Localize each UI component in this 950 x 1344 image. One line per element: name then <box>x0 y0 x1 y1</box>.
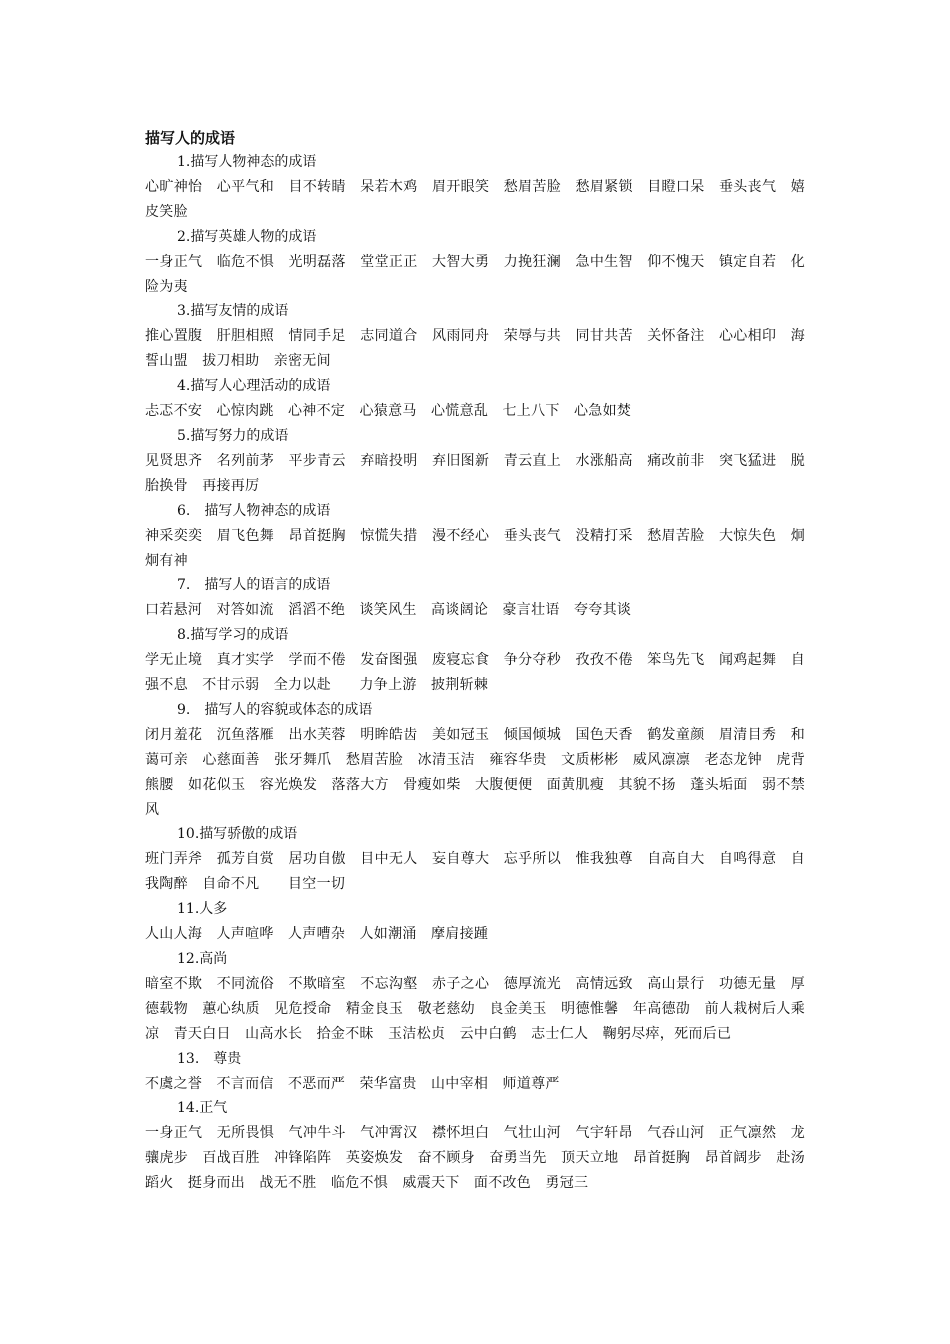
section-heading: 3.描写友情的成语 <box>177 303 289 320</box>
idiom-list: 一身正气 临危不惧 光明磊落 堂堂正正 大智大勇 力挽狂澜 急中生智 仰不愧天 镇定自若 化险为夷 <box>145 253 805 295</box>
idiom-list: 暗室不欺 不同流俗 不欺暗室 不忘沟壑 赤子之心 德厚流光 高情远致 高山景行 功德无量 厚德载物 蕙心纨质 见危授命 精金良玉 敬老慈幼 良金美玉 明德惟馨 年高德劭 前人栽树后人乘凉 青天白日 山高水长 拾金不昧 玉洁松贞 云中白鹤 志士仁人 鞠躬尽瘁，死而后已 <box>145 975 805 1042</box>
section-heading: 9. 描写人的容貌或体态的成语 <box>177 701 373 718</box>
idiom-section <box>145 424 805 499</box>
document-page <box>145 126 805 1196</box>
idiom-list: 不虞之誉 不言而信 不恶而严 荣华富贵 山中宰相 师道尊严 <box>145 1075 560 1092</box>
idiom-section <box>145 623 805 698</box>
idiom-list: 一身正气 无所畏惧 气冲牛斗 气冲霄汉 襟怀坦白 气壮山河 气宇轩昂 气吞山河 正气凛然 龙骧虎步 百战百胜 冲锋陷阵 英姿焕发 奋不顾身 奋勇当先 顶天立地 昂首挺胸 昂首阔步 赴汤蹈火 挺身而出 战无不胜 临危不惧 威震天下 面不改色 勇冠三 <box>145 1125 805 1192</box>
idiom-section <box>145 573 805 623</box>
idiom-section <box>145 822 805 897</box>
idiom-section <box>145 698 805 823</box>
idiom-list: 人山人海 人声喧哗 人声嘈杂 人如潮涌 摩肩接踵 <box>145 926 489 943</box>
idiom-section <box>145 299 805 374</box>
idiom-list: 忐忑不安 心惊肉跳 心神不定 心猿意马 心慌意乱 七上八下 心急如焚 <box>145 403 632 420</box>
idiom-sections <box>145 150 805 1196</box>
idiom-list: 口若悬河 对答如流 滔滔不绝 谈笑风生 高谈阔论 豪言壮语 夸夸其谈 <box>145 602 632 619</box>
idiom-list: 闭月羞花 沉鱼落雁 出水芙蓉 明眸皓齿 美如冠玉 倾国倾城 国色天香 鹤发童颜 眉清目秀 和蔼可亲 心慈面善 张牙舞爪 愁眉苦脸 冰清玉洁 雍容华贵 文质彬彬 威风凛凛 老态龙钟 虎背熊腰 如花似玉 容光焕发 落落大方 骨瘦如柴 大腹便便 面黄肌瘦 其貌不扬 蓬头垢面 弱不禁风 <box>145 726 805 818</box>
idiom-section <box>145 499 805 574</box>
idiom-section <box>145 225 805 300</box>
idiom-list: 心旷神怡 心平气和 目不转睛 呆若木鸡 眉开眼笑 愁眉苦脸 愁眉紧锁 目瞪口呆 垂头丧气 嬉皮笑脸 <box>145 178 805 220</box>
section-heading: 13. 尊贵 <box>177 1050 242 1067</box>
section-heading: 12.高尚 <box>177 951 228 967</box>
idiom-list: 神采奕奕 眉飞色舞 昂首挺胸 惊慌失措 漫不经心 垂头丧气 没精打采 愁眉苦脸 大惊失色 炯炯有神 <box>145 527 805 569</box>
document-title: 描写人的成语 <box>145 129 236 147</box>
section-heading: 8.描写学习的成语 <box>177 627 289 644</box>
section-heading: 7. 描写人的语言的成语 <box>177 577 331 594</box>
idiom-section <box>145 150 805 225</box>
section-heading: 14.正气 <box>177 1100 228 1117</box>
idiom-section <box>145 374 805 424</box>
section-heading: 10.描写骄傲的成语 <box>177 826 298 843</box>
idiom-list: 见贤思齐 名列前茅 平步青云 弃暗投明 弃旧图新 青云直上 水涨船高 痛改前非 突飞猛进 脱胎换骨 再接再厉 <box>145 452 805 494</box>
section-heading: 1.描写人物神态的成语 <box>177 154 317 170</box>
idiom-list: 学无止境 真才实学 学而不倦 发奋图强 废寝忘食 争分夺秒 孜孜不倦 笨鸟先飞 闻鸡起舞 自强不息 不甘示弱 全力以赴 力争上游 披荆斩棘 <box>145 652 805 694</box>
idiom-list: 班门弄斧 孤芳自赏 居功自傲 目中无人 妄自尊大 忘乎所以 惟我独尊 自高自大 自鸣得意 自我陶醉 自命不凡 目空一切 <box>145 851 805 893</box>
section-heading: 11.人多 <box>177 901 228 918</box>
idiom-section <box>145 897 805 947</box>
section-heading: 5.描写努力的成语 <box>177 427 289 444</box>
idiom-list: 推心置腹 肝胆相照 情同手足 志同道合 风雨同舟 荣辱与共 同甘共苦 关怀备注 心心相印 海誓山盟 拔刀相助 亲密无间 <box>145 328 805 370</box>
section-heading: 6. 描写人物神态的成语 <box>177 502 331 519</box>
section-heading: 4.描写人心理活动的成语 <box>177 378 331 395</box>
idiom-section <box>145 1047 805 1097</box>
section-heading: 2.描写英雄人物的成语 <box>177 228 317 245</box>
idiom-section <box>145 947 805 1047</box>
idiom-section <box>145 1096 805 1196</box>
